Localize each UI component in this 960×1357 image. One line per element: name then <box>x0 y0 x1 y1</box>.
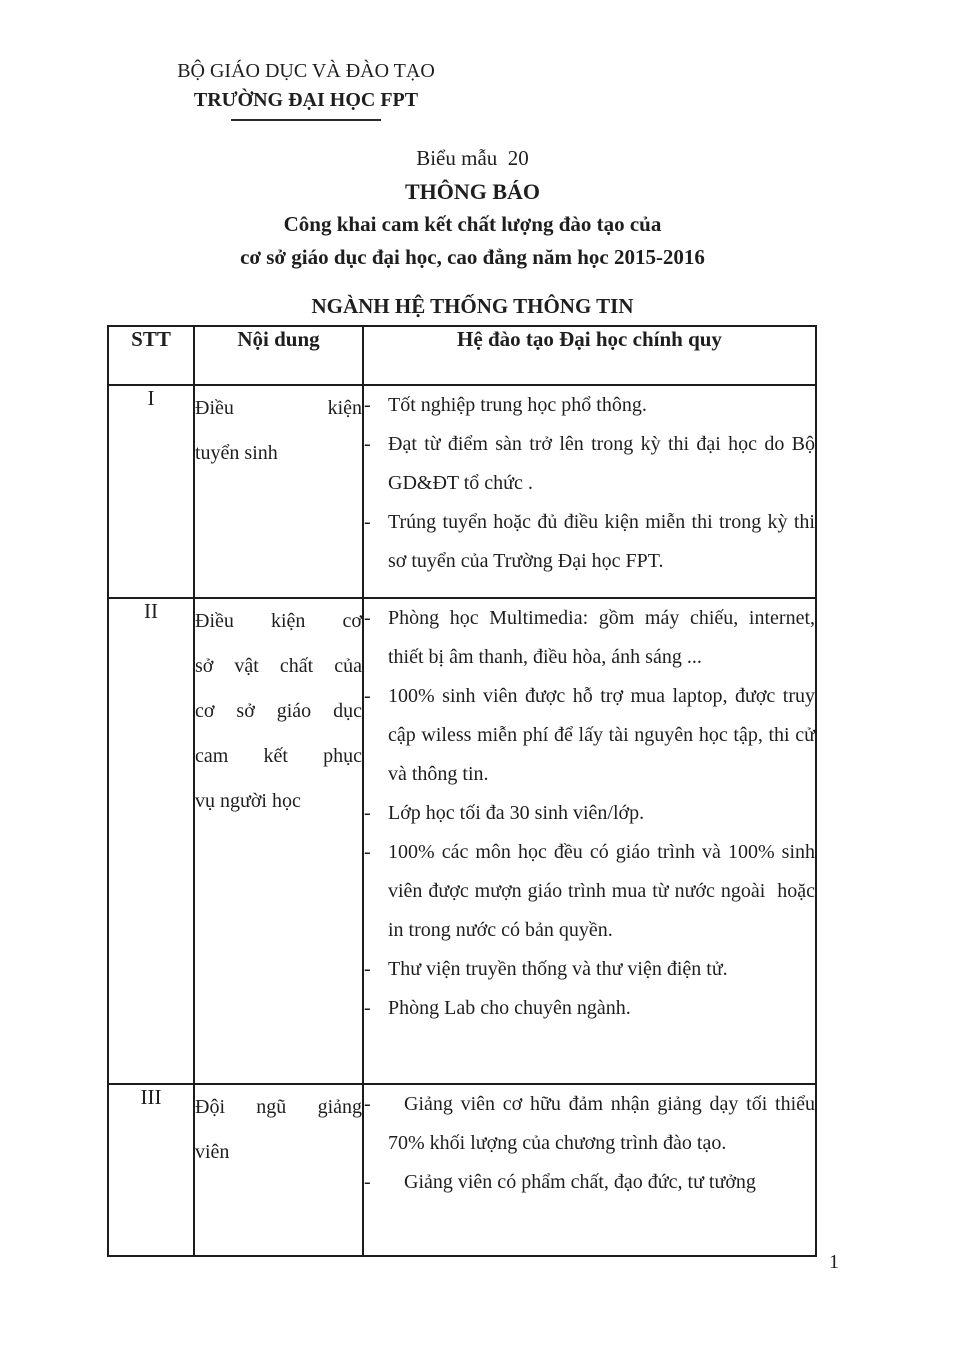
bullet-text: Phòng học Multimedia: gồm máy chiếu, internet, thiết bị âm thanh, điều hòa, ánh sáng ... <box>388 607 820 668</box>
table-row-i <box>108 385 816 598</box>
column-header-he-dao-tao: Hệ đào tạo Đại học chính quy <box>363 326 816 385</box>
topic-line: viên <box>195 1141 230 1163</box>
bullet-dash: - <box>364 394 371 416</box>
topic-line: cam kết phục <box>195 745 362 767</box>
bullet-dash: - <box>364 841 371 863</box>
bullet-item <box>364 989 815 1028</box>
row-number-cell: II <box>108 598 194 1084</box>
bullet-dash: - <box>364 1171 371 1193</box>
bullet-dash: - <box>364 511 371 533</box>
topic-line: Điều kiện <box>195 397 362 419</box>
bullet-text: Lớp học tối đa 30 sinh viên/lớp. <box>388 802 645 824</box>
bullet-dash: - <box>364 1093 371 1115</box>
column-header-noi-dung: Nội dung <box>194 326 363 385</box>
bullet-item <box>364 833 820 950</box>
bullet-item <box>364 677 820 794</box>
bullet-dash: - <box>364 607 371 629</box>
topic-cell <box>194 1084 363 1256</box>
bullet-text: Tốt nghiệp trung học phổ thông. <box>388 394 647 416</box>
bullet-item <box>364 503 825 581</box>
table-header-row <box>108 326 816 385</box>
subtitle-line-2: cơ sở giáo dục đại học, cao đẳng năm học 2015-2016 <box>240 245 705 269</box>
bullet-text: Giảng viên cơ hữu đảm nhận giảng dạy tối thiểu 70% khối lượng của chương trình đào tạo. <box>388 1093 820 1154</box>
bullet-dash: - <box>364 433 371 455</box>
letterhead <box>165 58 447 121</box>
bullet-dash: - <box>364 802 371 824</box>
letterhead-underline <box>231 119 381 121</box>
table-row-ii <box>108 598 816 1084</box>
title-block <box>0 142 945 321</box>
commitment-cell <box>363 1084 820 1256</box>
bullet-text: Phòng Lab cho chuyên ngành. <box>388 997 631 1019</box>
bullet-item <box>364 1085 820 1163</box>
topic-line: Điều kiện cơ <box>195 610 362 632</box>
bullet-text: Giảng viên có phẩm chất, đạo đức, tư tưởng <box>404 1171 756 1193</box>
bullet-text: 100% sinh viên được hỗ trợ mua laptop, được truy cập wiless miễn phí để lấy tài nguyên học tập, thi cử và thông tin. <box>388 685 820 785</box>
bullet-item <box>364 425 820 503</box>
bullet-dash: - <box>364 685 371 707</box>
major-title: NGÀNH HỆ THỐNG THÔNG TIN <box>311 294 634 318</box>
topic-line: cơ sở giáo dục <box>195 700 362 722</box>
bullet-text: Thư viện truyền thống và thư viện điện tử. <box>388 958 728 980</box>
commitment-cell <box>363 598 820 1084</box>
row-number-cell: III <box>108 1084 194 1256</box>
commitment-cell <box>363 385 825 598</box>
bullet-dash: - <box>364 958 371 980</box>
row-number-cell: I <box>108 385 194 598</box>
topic-line: tuyển sinh <box>195 442 278 464</box>
bullet-text: 100% các môn học đều có giáo trình và 100% sinh viên được mượn giáo trình mua từ nước ngoài hoặc in trong nước có bản quyền. <box>388 841 820 941</box>
bullet-item <box>364 794 815 833</box>
bullet-item <box>364 1163 815 1202</box>
university-name: TRƯỜNG ĐẠI HỌC FPT <box>193 89 419 111</box>
table-row-iii <box>108 1084 816 1256</box>
bullet-dash: - <box>364 997 371 1019</box>
ministry-name: BỘ GIÁO DỤC VÀ ĐÀO TẠO <box>177 60 435 82</box>
topic-cell <box>194 385 363 598</box>
topic-line: sở vật chất của <box>195 655 362 677</box>
form-number-label: Biểu mẫu 20 <box>416 146 529 170</box>
column-header-stt: STT <box>108 326 194 385</box>
topic-line: Đội ngũ giảng <box>195 1096 362 1118</box>
commitment-table <box>107 325 825 1257</box>
bullet-item <box>364 950 815 989</box>
bullet-text: Đạt từ điểm sàn trở lên trong kỳ thi đại học do Bộ GD&ĐT tổ chức . <box>388 433 820 494</box>
subtitle-line-1: Công khai cam kết chất lượng đào tạo của <box>283 212 662 236</box>
bullet-text: Trúng tuyển hoặc đủ điều kiện miễn thi trong kỳ thi sơ tuyển của Trường Đại học FPT. <box>388 511 825 572</box>
page-number: 1 <box>829 1251 839 1273</box>
bullet-item <box>364 386 815 425</box>
topic-line: vụ người học <box>195 790 301 812</box>
bullet-item <box>364 599 820 677</box>
topic-cell <box>194 598 363 1084</box>
notice-title: THÔNG BÁO <box>404 179 541 204</box>
